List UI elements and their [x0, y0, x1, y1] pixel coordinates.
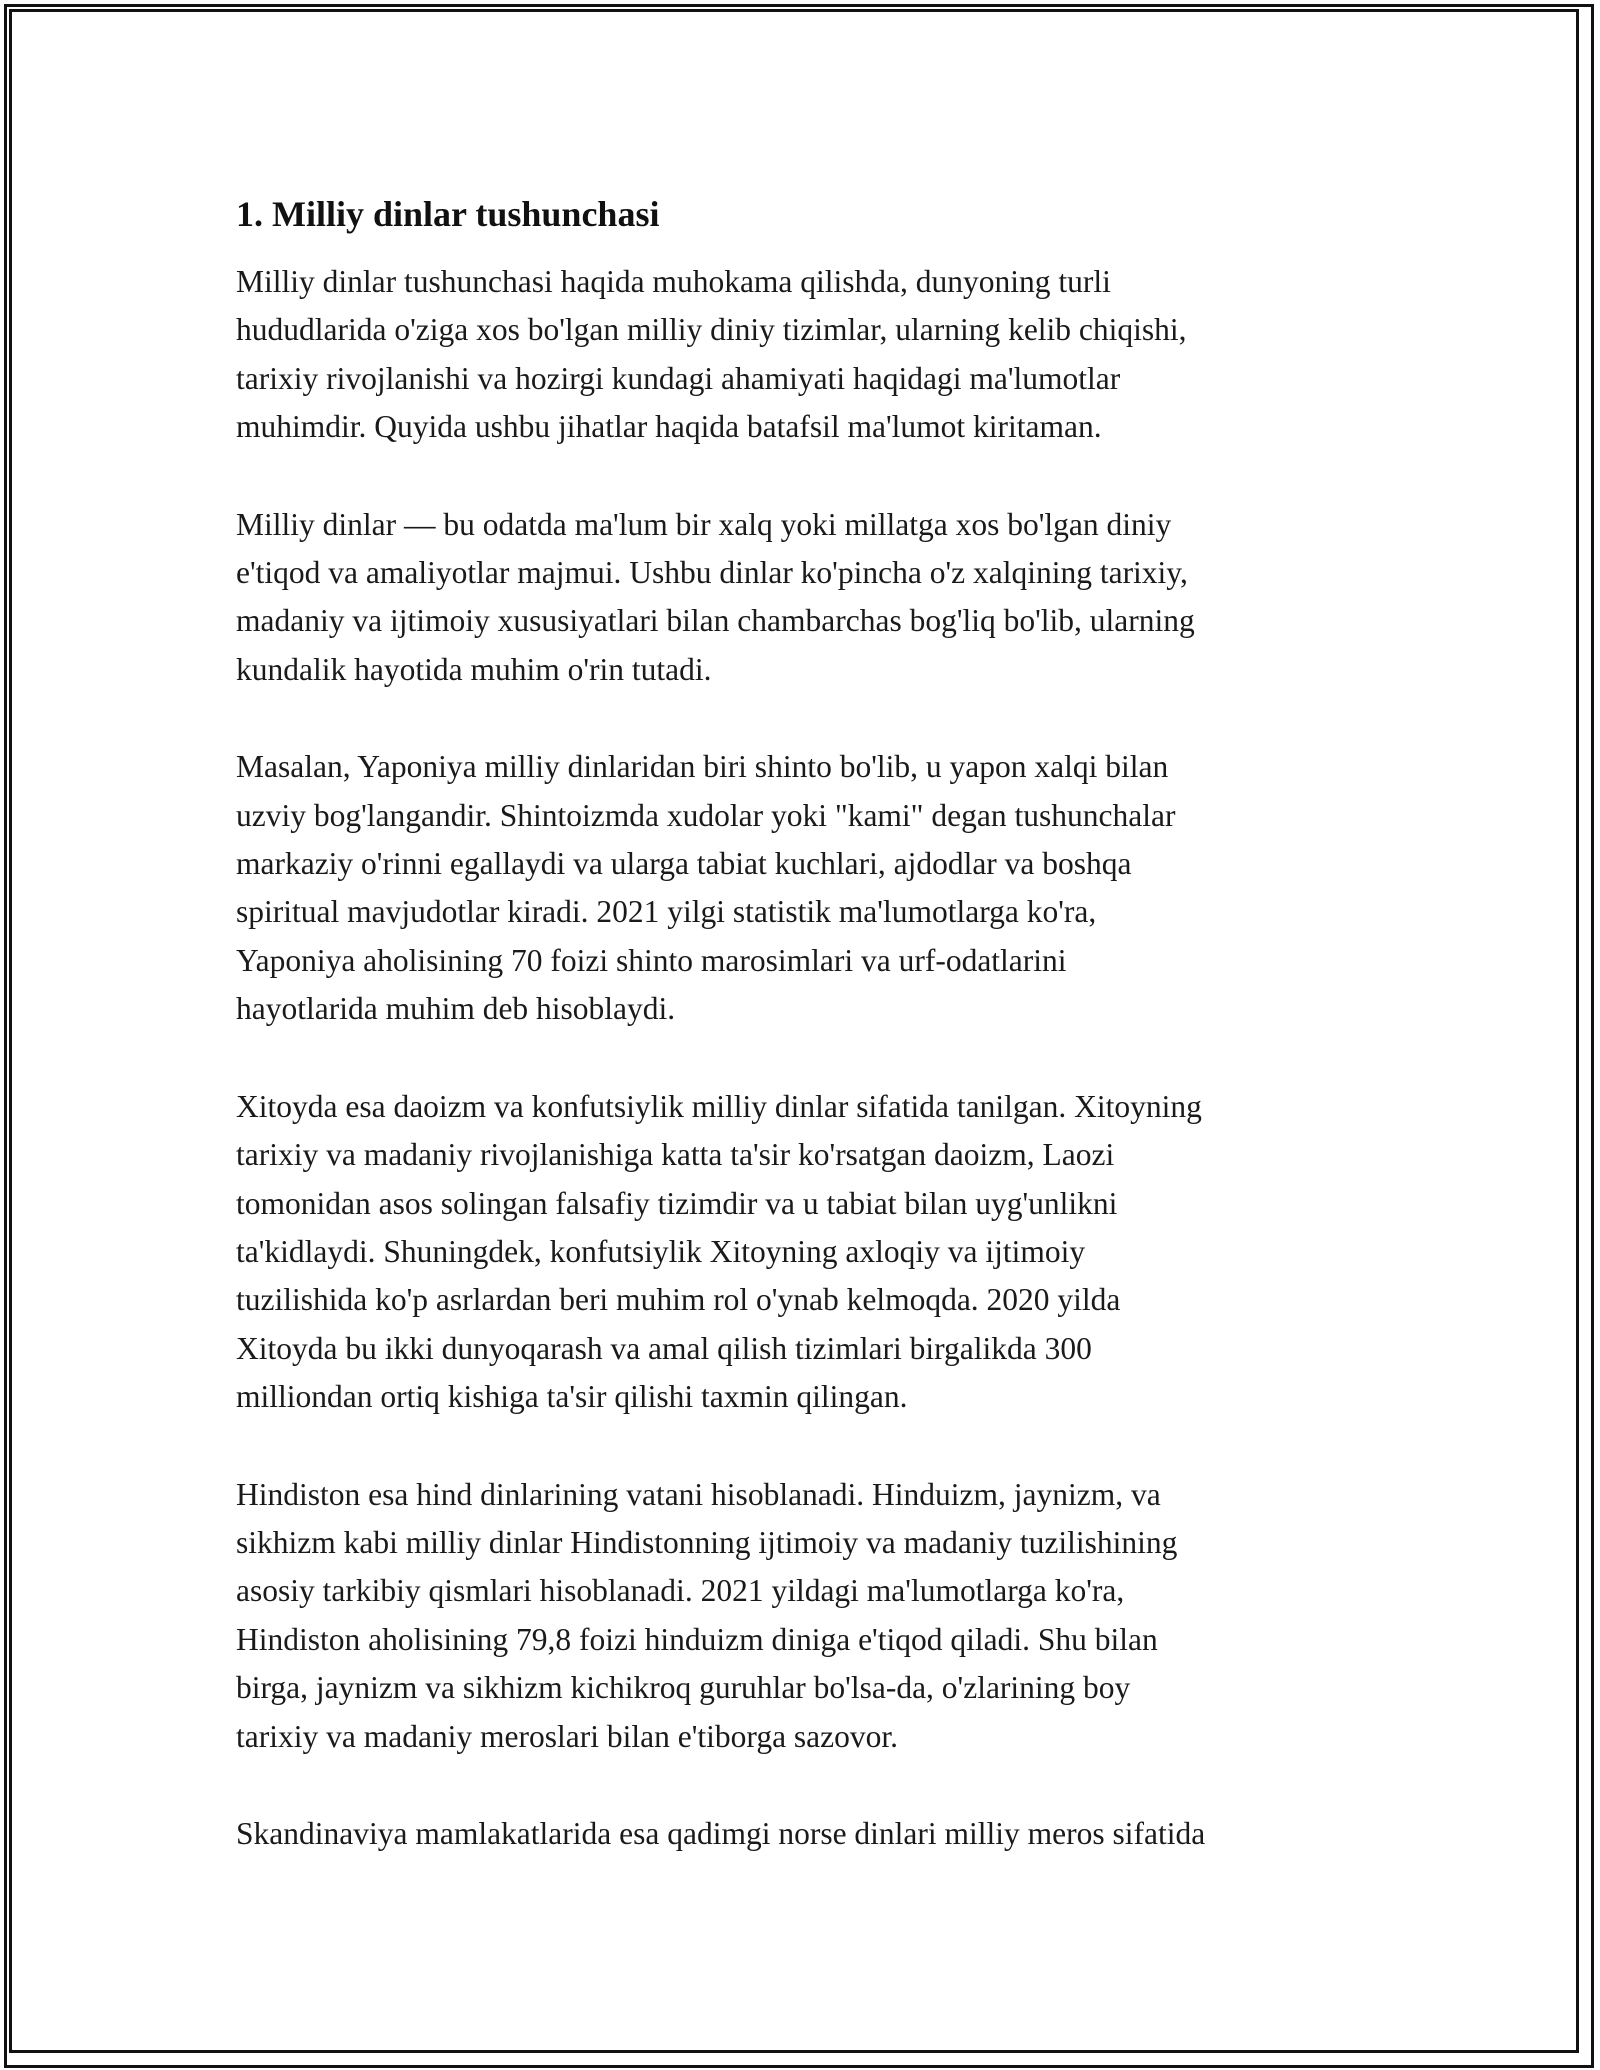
section-heading: 1. Milliy dinlar tushunchasi [236, 194, 660, 234]
paragraph-china [236, 1083, 1386, 1422]
text-line: Hindiston aholisining 79,8 foizi hinduizm diniga e'tiqod qiladi. Shu bilan [236, 1621, 1158, 1657]
paragraph-definition [236, 501, 1386, 695]
text-line: tarixiy va madaniy meroslari bilan e'tiborga sazovor. [236, 1718, 899, 1754]
text-line: milliondan ortiq kishiga ta'sir qilishi taxmin qilingan. [236, 1379, 908, 1415]
text-line: hayotlarida muhim deb hisoblaydi. [236, 991, 676, 1027]
text-line: asosiy tarkibiy qismlari hisoblanadi. 2021 yildagi ma'lumotlarga ko'ra, [236, 1573, 1125, 1609]
text-line: Hindiston esa hind dinlarining vatani hisoblanadi. Hinduizm, jaynizm, va [236, 1476, 1161, 1512]
paragraph-intro [236, 258, 1386, 452]
document-body [236, 188, 1386, 1907]
text-line: kundalik hayotida muhim o'rin tutadi. [236, 651, 712, 687]
paragraph-scandinavia [236, 1810, 1386, 1858]
text-line: Xitoyda bu ikki dunyoqarash va amal qilish tizimlari birgalikda 300 [236, 1330, 1092, 1366]
text-line: tarixiy va madaniy rivojlanishiga katta ta'sir ko'rsatgan daoizm, Laozi [236, 1137, 1115, 1173]
text-line: sikhizm kabi milliy dinlar Hindistonning ijtimoiy va madaniy tuzilishining [236, 1524, 1178, 1560]
text-line: hududlarida o'ziga xos bo'lgan milliy diniy tizimlar, ularning kelib chiqishi, [236, 312, 1187, 348]
text-line: tarixiy rivojlanishi va hozirgi kundagi ahamiyati haqidagi ma'lumotlar [236, 360, 1121, 396]
text-line: Yaponiya aholisining 70 foizi shinto marosimlari va urf-odatlarini [236, 942, 1067, 978]
text-line: tomonidan asos solingan falsafiy tizimdir va u tabiat bilan uyg'unlikni [236, 1185, 1118, 1221]
text-line: Xitoyda esa daoizm va konfutsiylik milliy dinlar sifatida tanilgan. Xitoyning [236, 1088, 1202, 1124]
text-line: Milliy dinlar tushunchasi haqida muhokama qilishda, dunyoning turli [236, 264, 1111, 299]
text-line: madaniy va ijtimoiy xususiyatlari bilan chambarchas bog'liq bo'lib, ularning [236, 603, 1195, 639]
paragraph-india [236, 1471, 1386, 1761]
text-line: uzviy bog'langandir. Shintoizmda xudolar yoki "kami" degan tushunchalar [236, 797, 1176, 833]
paragraph-japan [236, 743, 1386, 1033]
text-line: tuzilishida ko'p asrlardan beri muhim rol o'ynab kelmoqda. 2020 yilda [236, 1282, 1121, 1318]
text-line: markaziy o'rinni egallaydi va ularga tabiat kuchlari, ajdodlar va boshqa [236, 846, 1132, 882]
text-line: Skandinaviya mamlakatlarida esa qadimgi norse dinlari milliy meros sifatida [236, 1815, 1206, 1851]
text-line: muhimdir. Quyida ushbu jihatlar haqida batafsil ma'lumot kiritaman. [236, 409, 1102, 445]
text-line: Masalan, Yaponiya milliy dinlaridan biri shinto bo'lib, u yapon xalqi bilan [236, 749, 1169, 785]
text-line: birga, jaynizm va sikhizm kichikroq guruhlar bo'lsa-da, o'zlarining boy [236, 1670, 1131, 1706]
text-line: ta'kidlaydi. Shuningdek, konfutsiylik Xitoyning axloqiy va ijtimoiy [236, 1233, 1086, 1269]
text-line: spiritual mavjudotlar kiradi. 2021 yilgi statistik ma'lumotlarga ko'ra, [236, 894, 1097, 930]
text-line: e'tiqod va amaliyotlar majmui. Ushbu dinlar ko'pincha o'z xalqining tarixiy, [236, 555, 1188, 591]
text-line: Milliy dinlar — bu odatda ma'lum bir xalq yoki millatga xos bo'lgan diniy [236, 506, 1172, 542]
